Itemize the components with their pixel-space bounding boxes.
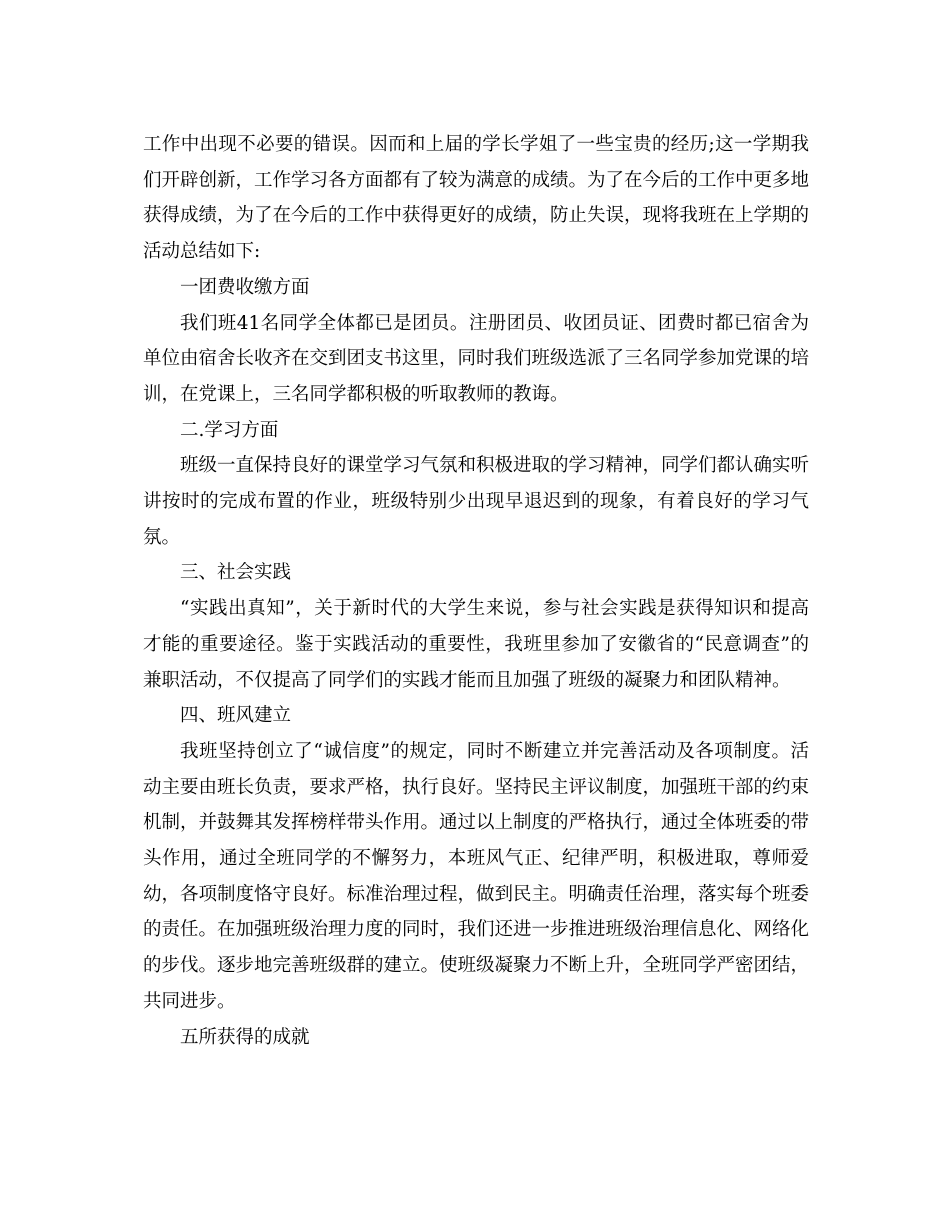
paragraph-league-fees: 我们班41名同学全体都已是团员。注册团员、收团员证、团费时都已宿舍为单位由宿舍长收齐在交到团支书这里，同时我们班级选派了三名同学参加党课的培训，在党课上，三名同学都积极的听取教师的教诲。: [143, 312, 810, 405]
section-heading-class-style: 四、班风建立: [180, 705, 292, 727]
section-heading-league-fees: 一团费收缴方面: [180, 276, 310, 298]
document-body: [143, 127, 809, 1055]
section-heading-achievements: 五所获得的成就: [180, 1026, 310, 1048]
paragraph-intro-continued: 工作中出现不必要的错误。因而和上届的学长学姐了一些宝贵的经历;这一学期我们开辟创新，工作学习各方面都有了较为满意的成绩。为了在今后的工作中更多地获得成绩，为了在今后的工作中获得更好的成绩，防止失误，现将我班在上学期的活动总结如下:: [143, 134, 810, 263]
section-heading-study: 二.学习方面: [180, 419, 279, 441]
paragraph-study: 班级一直保持良好的课堂学习气氛和积极进取的学习精神，同学们都认确实听讲按时的完成布置的作业，班级特别少出现早退迟到的现象，有着良好的学习气氛。: [143, 455, 810, 548]
paragraph-class-style: 我班坚持创立了“诚信度”的规定，同时不断建立并完善活动及各项制度。活动主要由班长负责，要求严格，执行良好。坚持民主评议制度，加强班干部的约束机制，并鼓舞其发挥榜样带头作用。通过以上制度的严格执行，通过全体班委的带头作用，通过全班同学的不懈努力，本班风气正、纪律严明，积极进取，尊师爱幼，各项制度恪守良好。标准治理过程，做到民主。明确责任治理，落实每个班委的责任。在加强班级治理力度的同时，我们还进一步推进班级治理信息化、网络化的步伐。逐步地完善班级群的建立。使班级凝聚力不断上升，全班同学严密团结，共同进步。: [143, 740, 810, 1012]
section-heading-social-practice: 三、社会实践: [180, 562, 292, 584]
paragraph-social-practice: “实践出真知”，关于新时代的大学生来说，参与社会实践是获得知识和提高才能的重要途径。鉴于实践活动的重要性，我班里参加了安徽省的“民意调查”的兼职活动，不仅提高了同学们的实践才能而且加强了班级的凝聚力和团队精神。: [143, 598, 809, 691]
